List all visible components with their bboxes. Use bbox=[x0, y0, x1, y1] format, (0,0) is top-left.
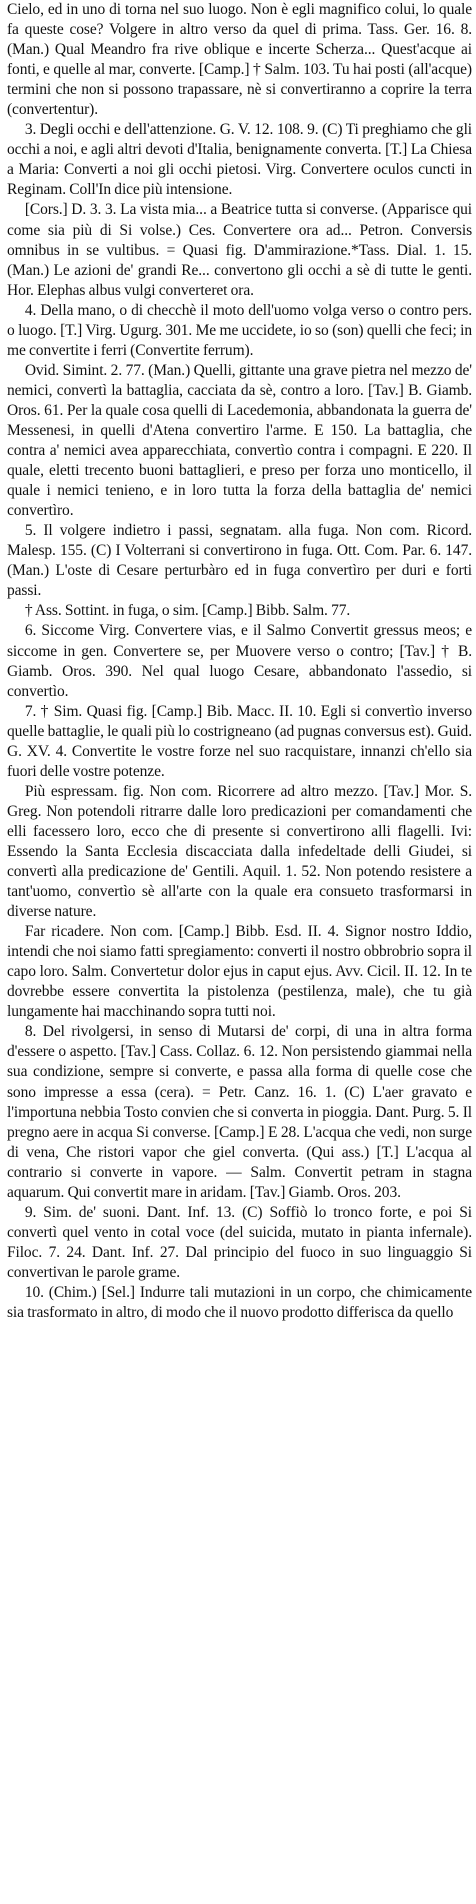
entry-text-paragraph: [Cors.] D. 3. 3. La vista mia... a Beatrice tutta si converse. (Apparisce qui come sia più di Si volse.) Ces. Convertere ora ad... Petron. Conversis omnibus in se vultibus. = Quasi fig. D'ammirazione.*Tass. Dial. 1. 15. (Man.) Le azioni de' grandi Re... convertono gli occhi a sè di tutte le genti. Hor. Elephas albus vulgi converteret ora. bbox=[7, 201, 472, 299]
entry-text-paragraph: Cielo, ed in uno di torna nel suo luogo. Non è egli magnifico colui, lo quale fa queste cose? Volgere in altro verso da quel di prima. Tass. Ger. 16. 8. (Man.) Qual Meandro fra rive oblique e incerte Scherza... Quest'acque ai fonti, e quelle al mar, converte. [Camp.] † Salm. 103. Tu hai posti (all'acque) termini che non si possono trapassare, nè si convertiranno a coprire la terra (convertentur). bbox=[7, 1, 472, 119]
entry-sense-paragraph: 6. Siccome Virg. Convertere vias, e il Salmo Convertit gressus meos; e siccome in gen. Convertere se, per Muovere verso o contro; [Tav.] † B. Giamb. Oros. 390. Nel qual luogo Cesare, abbandonato l'assedio, si convertìo. bbox=[7, 622, 472, 700]
entry-text-paragraph: Far ricadere. Non com. [Camp.] Bibb. Esd. II. 4. Signor nostro Iddio, intendi che noi siamo fatti spregiamento: converti il nostro obbrobrio sopra il capo loro. Salm. Convertetur dolor ejus in caput ejus. Avv. Cicil. II. 12. In te dovrebbe essere convertita la pistolenza (pestilenza, male), che tu già lungamente hai macchinando sopra tutti noi. bbox=[7, 923, 472, 1021]
entry-sense-paragraph: 8. Del rivolgersi, in senso di Mutarsi de' corpi, di una in altra forma d'essere o aspetto. [Tav.] Cass. Collaz. 6. 12. Non persistendo giammai nella sua condizione, sempre si converte, e passa alla forma di quelle cose che sono impresse a essa (cera). = Petr. Canz. 16. 1. (C) L'aer gravato e l'importuna nebbia Tosto convien che si converta in pioggia. Dant. Purg. 5. Il pregno aere in acqua Si converse. [Camp.] E 28. L'acqua che vedi, non surge di vena, Che ristori vapor che giel converta. (Qui ass.) [T.] L'acqua al contrario si converte in vapore. — Salm. Convertit petram in stagna aquarum. Qui convertit mare in aridam. [Tav.] Giamb. Oros. 203. bbox=[7, 1023, 472, 1201]
entry-sense-paragraph: 9. Sim. de' suoni. Dant. Inf. 13. (C) Soffiò lo tronco forte, e poi Si convertì quel vento in cotal voce (del suicida, mutato in pianta infernale). Filoc. 7. 24. Dant. Inf. 27. Dal principio del fuoco in suo linguaggio Si convertivan le parole grame. bbox=[7, 1203, 472, 1281]
entry-sense-paragraph: 3. Degli occhi e dell'attenzione. G. V. 12. 108. 9. (C) Ti preghiamo che gli occhi a noi, e agli altri devoti d'Italia, benignamente converta. [T.] La Chiesa a Maria: Converti a noi gli occhi pietosi. Virg. Convertere oculos cuncti in Reginam. Coll'In dice più intensione. bbox=[7, 121, 472, 199]
entry-text-paragraph: Ovid. Simint. 2. 77. (Man.) Quelli, gittante una grave pietra nel mezzo de' nemici, convertì la battaglia, cacciata da sè, contro a loro. [Tav.] B. Giamb. Oros. 61. Per la quale cosa quelli di Lacedemonia, abbandonata la guerra de' Messenesi, in quelli d'Atena convertiro l'arme. E 150. La battaglia, che contra a' nemici avea apparecchiata, convertìo contra i compagni. E 220. Il quale, eletti trecento buoni battaglieri, e preso per forza uno monticello, il quale i nemici tenieno, e in loro tutta la forza della battaglia de' nemici convertìro. bbox=[7, 361, 472, 520]
entry-sense-paragraph: 10. (Chim.) [Sel.] Indurre tali mutazioni in un corpo, che chimicamente sia trasformato in altro, di modo che il nuovo prodotto differisca da quello bbox=[7, 1284, 472, 1322]
entry-sense-paragraph: 4. Della mano, o di checchè il moto dell'uomo volga verso o contro pers. o luogo. [T.] Virg. Ugurg. 301. Me me uccidete, io so (son) quelli che feci; in me convertite i ferri (Convertite ferrum). bbox=[7, 301, 472, 359]
entry-sense-paragraph: 5. Il volgere indietro i passi, segnatam. alla fuga. Non com. Ricord. Malesp. 155. (C) I Volterrani si convertirono in fuga. Ott. Com. Par. 6. 147. (Man.) L'oste di Cesare perturbàro ed in fuga convertìro per duri e forti passi. bbox=[7, 522, 472, 600]
entry-sense-paragraph: 7. † Sim. Quasi fig. [Camp.] Bib. Macc. II. 10. Egli si convertìo inverso quelle battaglie, le quali più lo costrigneano (ad pugnas conversus est). Guid. G. XV. 4. Convertite le vostre forze nel suo racquistare, innanzi ch'ello sia fuori delle vostre potenze. bbox=[7, 702, 472, 780]
entry-text-paragraph: † Ass. Sottint. in fuga, o sim. [Camp.] Bibb. Salm. 77. bbox=[24, 602, 351, 620]
entry-text-paragraph: Più espressam. fig. Non com. Ricorrere ad altro mezzo. [Tav.] Mor. S. Greg. Non potendoli ritrarre dalle loro predicazioni per comandamenti che elli facessero loro, ecco che di presente si convertirono alli flagelli. Ivi: Essendo la Santa Ecclesia discacciata dalla infedeltade delli Giudei, si convertì alla predicazione de' Gentili. Aquil. 1. 52. Non potendo resistere a tant'uomo, convertìo sè all'arte con la quale era consueto trasformarsi in diverse nature. bbox=[7, 782, 472, 921]
